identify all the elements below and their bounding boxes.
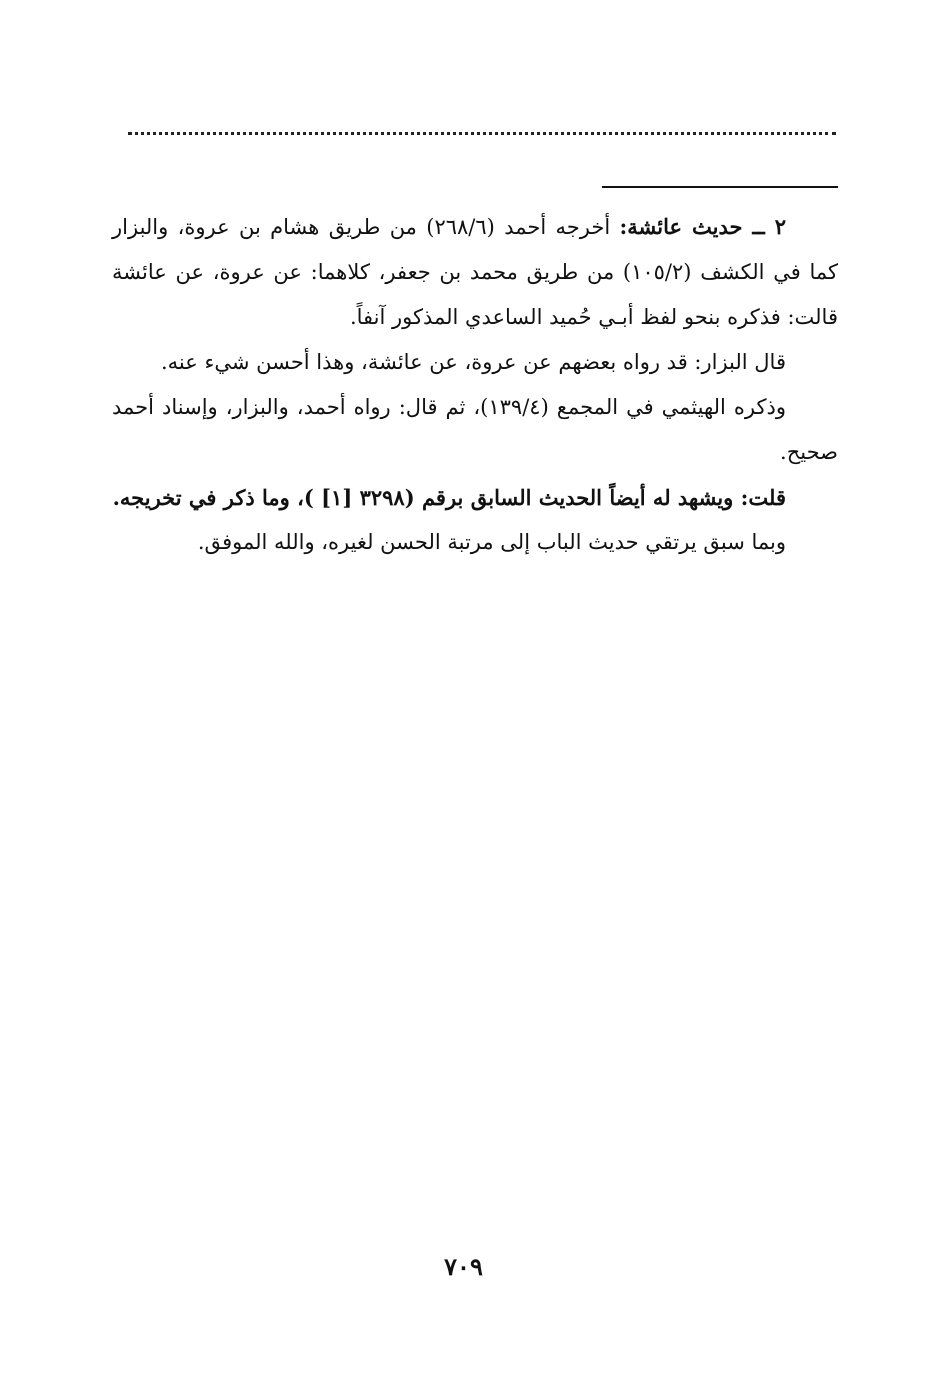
dotted-separator [128, 132, 836, 135]
footnote-lead: ٢ ــ حديث عائشة: [619, 214, 786, 239]
footnote-text [112, 204, 838, 565]
footnote-paragraph-1 [112, 204, 838, 340]
footnote-paragraph-4: قلت: ويشهد له أيضاً الحديث السابق برقم (٣٢٩٨ [١] )، وما ذكر في تخريجه. [112, 485, 786, 510]
footnote-paragraph-5: وبما سبق يرتقي حديث الباب إلى مرتبة الحسن لغيره، والله الموفق. [197, 530, 786, 554]
footnote-paragraph-2: قال البزار: قد رواه بعضهم عن عروة، عن عائشة، وهذا أحسن شيء عنه. [160, 350, 786, 374]
page-number: ٧٠٩ [444, 1252, 483, 1281]
footnote-paragraph-3: وذكره الهيثمي في المجمع (١٣٩/٤)، ثم قال: رواه أحمد، والبزار، وإسناد أحمد صحيح. [112, 395, 838, 464]
footnote-paragraph-1-body: أخرجه أحمد (٢٦٨/٦) من طريق هشام بن عروة، والبزار كما في الكشف (١٠٥/٢) من طريق محمد بن جعفر، كلاهما: عن عروة، عن عائشة قالت: فذكره بنحو لفظ أبـي حُميد الساعدي المذكور آنفاً. [112, 215, 838, 329]
footnote-separator [602, 186, 838, 188]
